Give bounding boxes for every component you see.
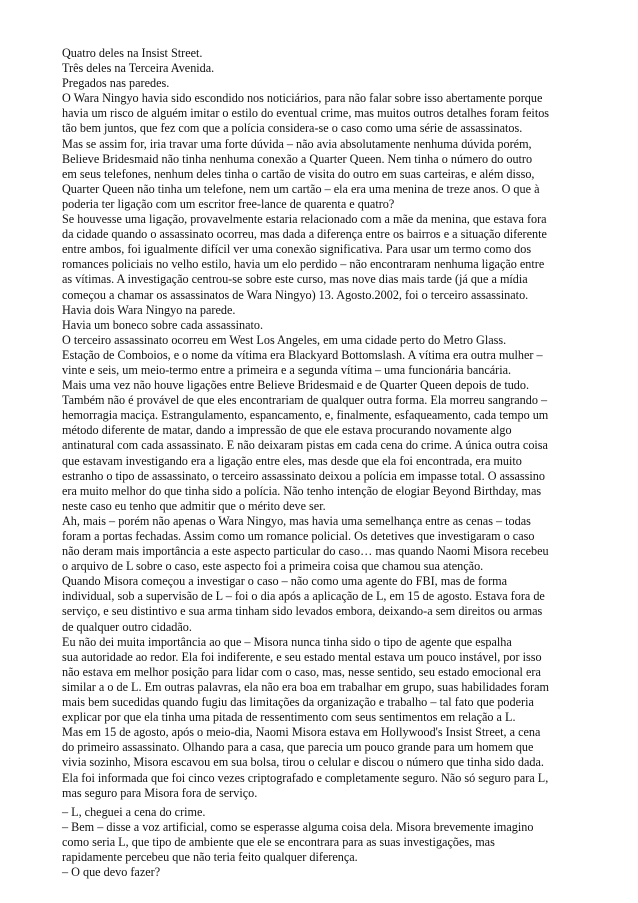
text-line: Mas se assim for, iria travar uma forte dúvida – não avia absolutamente nenhuma dúvida porém, [62,136,532,151]
text-line: Ela foi informada que foi cinco vezes criptografado e completamente seguro. Não só seguro para L, [62,770,549,785]
text-line: tão bem juntos, que fez com que a polícia considera-se o caso como uma série de assassinatos. [62,121,523,136]
text-line: mais bem sucedidas quando fugiu das limitações da organização e trabalho – tal fato que poderia [62,695,534,710]
text-line: Quatro deles na Insist Street. [62,46,203,60]
text-line: antinatural com cada assassinato. E não deixaram pistas em cada cena do crime. A única outra coisa [62,438,548,453]
text-line: Pregados nas paredes. [62,76,170,91]
text-line: vinte e seis, um meio-termo entre a primeira e a segunda vítima – uma funcionária bancária. [62,362,512,377]
text-line: Se houvesse uma ligação, provavelmente estaria relacionado com a mãe da menina, que estava fora [62,212,547,227]
text-line: Três deles na Terceira Avenida. [62,61,215,76]
text-line: Quando Misora começou a investigar o caso – não como uma agente do FBI, mas de forma [62,574,508,589]
text-line: Believe Bridesmaid não tinha nenhuma conexão a Quarter Queen. Nem tinha o número do outro [62,151,533,166]
text-line: Estação de Comboios, e o nome da vítima era Blackyard Bottomslash. A vítima era outra mulher – [62,347,543,362]
text-line: da cidade quando o assassinato ocorreu, mas dada a diferença entre os bairros e a situação diferente [62,227,547,242]
text-line: as vítimas. A investigação centrou-se sobre este curso, mas nove dias mais tarde (já que a mídia [62,272,528,287]
narrative-block [62,46,582,801]
text-line: – O que devo fazer? [62,865,161,880]
text-line: rapidamente percebeu que não teria feito qualquer diferença. [62,849,358,864]
text-line: Mas em 15 de agosto, após o meio-dia, Naomi Misora estava em Hollywood's Insist Street, a cena [62,725,541,740]
text-line: como seria L, que tipo de ambiente que ele se encontrara para as suas investigações, mas [62,834,495,849]
text-line: de qualquer outro cidadão. [62,619,192,634]
text-line: era muito melhor do que tinha sido a polícia. Não tenho intenção de elogiar Beyond Birthday, mas [62,483,542,498]
text-line: começou a chamar os assassinatos de Wara Ningyo) 13. Agosto.2002, foi o terceiro assassinato. [62,287,529,302]
text-line: vivia sozinho, Misora escavou em sua bolsa, tirou o celular e discou o número que tinha sido dada. [62,755,544,770]
text-line: individual, sob a supervisão de L – foi o dia após a aplicação de L, em 15 de agosto. Estava fora de [62,589,545,604]
text-line: Quarter Queen não tinha um telefone, nem um cartão – ela era uma menina de treze anos. O que à [62,181,540,196]
text-line: serviço, e seu distintivo e sua arma tinham sido levados embora, deixando-a sem direitos ou armas [62,604,543,619]
text-line: Havia um boneco sobre cada assassinato. [62,317,264,332]
text-line: entre ambos, foi igualmente difícil ver uma conexão significativa. Para usar um termo como dos [62,242,532,257]
text-line: havia um risco de alguém imitar o estilo do eventual crime, mas muitos outros detalhes foram feitos [62,106,550,121]
text-line: Eu não dei muita importância ao que – Misora nunca tinha sido o tipo de agente que espalha [62,634,512,649]
text-line: estranho o tipo de assassinato, o terceiro assassinato deixou a polícia em impasse total. O assassino [62,468,545,483]
text-line: Havia dois Wara Ningyo na parede. [62,302,236,317]
text-line: – Bem – disse a voz artificial, como se esperasse alguma coisa dela. Misora brevemente imagino [62,819,534,834]
text-line: Ah, mais – porém não apenas o Wara Ningyo, mas havia uma semelhança entre as cenas – todas [62,513,531,528]
text-line: do primeiro assassinato. Olhando para a casa, que parecia um pouco grande para um homem que [62,740,534,755]
text-line: o arquivo de L sobre o caso, este aspecto foi a primeira coisa que chamou sua atenção. [62,559,484,574]
dialogue-block [62,805,582,880]
text-line: explicar por que ela tinha uma pitada de ressentimento com seus sentimentos em relação a L. [62,710,516,725]
text-line: O Wara Ningyo havia sido escondido nos noticiários, para não falar sobre isso abertamente porque [62,91,543,106]
document-page [62,46,582,880]
text-line: hemorragia maciça. Estrangulamento, espancamento, e, finalmente, esfaqueamento, cada tempo um [62,408,549,423]
text-line: não deram mais importância a este aspecto particular do caso… mas quando Naomi Misora recebeu [62,544,549,559]
text-line: romances policiais no velho estilo, havia um elo perdido – não encontraram nenhuma ligação entre [62,257,545,272]
text-line: – L, cheguei a cena do crime. [62,804,206,819]
text-line: poderia ter ligação com um escritor free-lance de quarenta e quatro? [62,196,395,211]
text-line: em seus telefones, nenhum deles tinha o cartão de visita do outro em suas carteiras, e além disso, [62,166,535,181]
text-line: O terceiro assassinato ocorreu em West Los Angeles, em uma cidade perto do Metro Glass. [62,332,507,347]
text-line: que estavam investigando era a ligação entre eles, mas desde que ela foi encontrada, era muito [62,453,522,468]
text-line: foram a portas fechadas. Assim como um romance policial. Os detetives que investigaram o caso [62,529,535,543]
text-line: Mais uma vez não houve ligações entre Believe Bridesmaid e de Quarter Queen depois de tudo. [62,378,530,393]
text-line: Também não é provável de que eles encontrariam de qualquer outra forma. Ela morreu sangrando – [62,393,548,408]
text-line: similar a o de L. Em outras palavras, ela não era boa em trabalhar em grupo, suas habilidades foram [62,679,549,694]
text-line: neste caso eu tenho que admitir que o mérito deve ser. [62,498,326,513]
text-line: método diferente de matar, dando a impressão de que ele estava procurando novamente algo [62,423,512,438]
text-line: sua autoridade ao redor. Ela foi indiferente, e seu estado mental estava um pouco instável, por isso [62,649,542,664]
text-line: mas seguro para Misora fora de serviço. [62,785,258,800]
text-line: não estava em melhor posição para lidar com o caso, mas, nesse sentido, seu estado emocional era [62,664,541,679]
